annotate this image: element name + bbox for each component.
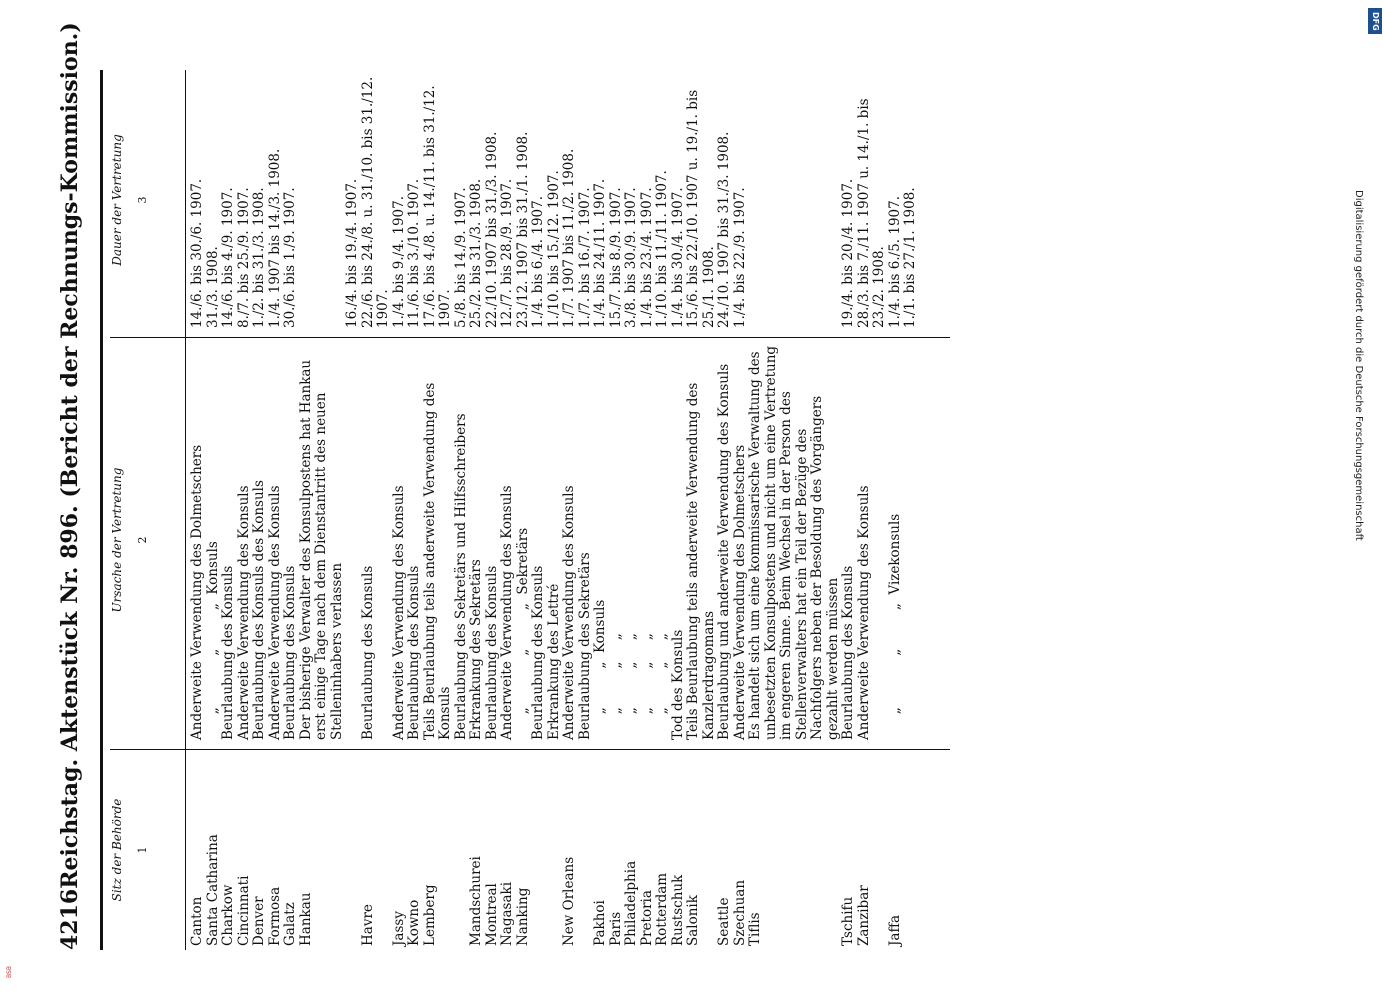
- column-number: 1: [136, 846, 149, 854]
- running-head: Reichstag. Aktenstück Nr. 896. (Bericht der Rechnungs-Kommission.): [57, 22, 83, 889]
- cause-cell: Beurlaubung und anderweite Verwendung des Konsuls: [716, 363, 732, 740]
- table-row: [190, 70, 206, 950]
- place-cell: Montreal: [483, 883, 500, 946]
- duration-cell: 23./12. 1907 bis 31./1. 1908.: [514, 131, 531, 328]
- place-cell: Kowno: [406, 899, 422, 946]
- cause-cell: Beurlaubung des Konsuls: [406, 565, 422, 740]
- place-cell: [578, 750, 594, 950]
- place-cell: Salonik: [685, 895, 701, 946]
- duration-cell: 15./6. bis 22./10. 1907 u. 19./1. bis 25./1. 1908.: [685, 85, 717, 328]
- table-row: [252, 70, 268, 950]
- cause-cell: Beurlaubung des Konsuls: [282, 565, 298, 740]
- table-row: [237, 70, 253, 950]
- table-row: [624, 70, 640, 950]
- duration-cell: 22./6. bis 24./8. u. 31./10. bis 31./12. 1907.: [359, 72, 391, 328]
- page-header: [50, 22, 90, 950]
- cause-cell: Beurlaubung des Konsuls: [530, 565, 546, 740]
- place-cell: Galatz: [282, 902, 298, 946]
- place-cell: [454, 750, 470, 950]
- duration-cell: 14./6. bis 30./6. 1907.: [189, 178, 205, 328]
- place-cell: Pakhoi: [592, 900, 608, 946]
- cause-cell: „ „ „ Sekretärs: [514, 527, 531, 740]
- duration-cell: 19./4. bis 20./4. 1907.: [840, 178, 856, 328]
- place-cell: Formosa: [266, 886, 283, 946]
- table-row: [485, 70, 501, 950]
- table-row: [888, 70, 904, 950]
- table-row: [733, 70, 749, 950]
- cause-cell: „ „ „ Konsuls: [204, 541, 221, 740]
- cause-cell: Anderweite Verwendung des Konsuls: [390, 485, 407, 740]
- column-header-rule: [185, 70, 186, 950]
- cause-cell: Es handelt sich um eine kommissarische Verwaltung des unbesetzten Konsulpostens und nicht um eine Vertretung im engeren Sinne. Beim Wechsel in der Person des Stellenverwalters hat ein Teil der Bezüge des Nachfolgers neben der Besoldung des Vorgängers gezahlt werden müssen: [747, 341, 841, 740]
- cause-cell: [345, 338, 361, 750]
- cause-cell: „ „ „: [607, 633, 624, 740]
- duration-cell: 1./2. bis 31./3. 1908.: [251, 187, 267, 328]
- duration-cell: 1./4. bis 24./11. 1907.: [592, 178, 608, 328]
- cause-cell: [903, 338, 919, 750]
- table-row: [531, 70, 547, 950]
- duration-cell: 25./2. bis 31./3. 1908.: [468, 178, 484, 328]
- table-row: [593, 70, 609, 950]
- table-row: [516, 70, 532, 950]
- table-row: [640, 70, 656, 950]
- table-row: [221, 70, 237, 950]
- duration-cell: 1./7. bis 16./7. 1907.: [576, 187, 593, 328]
- duration-cell: 1./4. bis 6./4. 1907.: [530, 195, 546, 328]
- place-cell: Canton: [189, 896, 205, 946]
- table-row: [857, 70, 888, 950]
- place-cell: Nagasaki: [499, 881, 515, 946]
- duration-cell: 1./4. bis 9./4. 1907.: [390, 195, 407, 328]
- cause-cell: Anderweite Verwendung des Konsuls: [266, 485, 283, 740]
- place-cell: Szechuan: [731, 879, 748, 946]
- cause-cell: Teils Beurlaubung teils anderweite Verwendung des Konsuls: [421, 378, 453, 740]
- header-rule: [100, 70, 103, 950]
- table-row: [500, 70, 516, 950]
- table-row: [686, 70, 717, 950]
- place-cell: Havre: [359, 904, 376, 946]
- place-cell: Paris: [607, 911, 624, 946]
- table-row: [454, 70, 470, 950]
- place-cell: Charkow: [220, 884, 236, 946]
- cause-cell: Beurlaubung des Sekretärs und Hilfsschreibers: [452, 413, 469, 740]
- duration-cell: 3./8. bis 30./9. 1907.: [623, 187, 639, 328]
- cause-cell: Anderweite Verwendung des Konsuls: [235, 485, 252, 740]
- duration-cell: 5./8. bis 14./9. 1907.: [452, 187, 469, 328]
- document-page: [50, 22, 950, 950]
- cause-cell: Beurlaubung des Sekretärs: [576, 552, 593, 740]
- cause-cell: Teils Beurlaubung teils anderweite Verwendung des Kanzlerdragomans: [685, 378, 717, 740]
- duration-cell: 1./4. 1907 bis 14./3. 1908.: [266, 148, 283, 328]
- column-header-label: Sitz der Behörde: [110, 798, 124, 902]
- cause-cell: Beurlaubung des Konsuls: [220, 565, 236, 740]
- cause-cell: Beurlaubung des Konsuls des Konsuls: [251, 480, 267, 740]
- table-row: [547, 70, 563, 950]
- cause-cell: Der bisherige Verwalter des Konsulpostens hat Hankau erst einige Tage nach dem Dienstantritt des neuen Stelleninhabers verlassen: [297, 355, 345, 740]
- table-row: [361, 70, 392, 950]
- duration-cell: 1./4. bis 6./5. 1907.: [886, 195, 903, 328]
- table-row: [562, 70, 578, 950]
- cause-cell: „ „ „: [654, 633, 670, 740]
- place-cell: Philadelphia: [623, 860, 639, 946]
- duration-cell: 11./6. bis 3./10. 1907.: [406, 178, 422, 328]
- cause-cell: Beurlaubung des Konsuls: [359, 565, 376, 740]
- duration-cell: 30./6. bis 1./9. 1907.: [282, 187, 298, 328]
- place-cell: Cincinnati: [235, 875, 252, 946]
- library-mark: BSB: [6, 966, 13, 978]
- place-cell: Pretoria: [638, 890, 655, 946]
- cause-cell: Erkrankung des Sekretärs: [468, 559, 484, 740]
- place-cell: [345, 750, 361, 950]
- duration-cell: 1./10. bis 11./11. 1907.: [654, 170, 670, 328]
- duration-cell: 1./4. bis 22./9. 1907.: [731, 187, 748, 328]
- table-row: [345, 70, 361, 950]
- duration-cell: 17./6. bis 4./8. u. 14./11. bis 31./12. 1907.: [421, 81, 453, 328]
- column-header-label: Dauer der Vertretung: [110, 134, 124, 266]
- place-cell: [547, 750, 563, 950]
- table-row: [423, 70, 454, 950]
- duration-cell: 22./10. 1907 bis 31./3. 1908.: [483, 131, 500, 328]
- table-row: [283, 70, 299, 950]
- table-row: [748, 70, 841, 950]
- duration-cell: [748, 70, 841, 338]
- cause-cell: „ „ „ Vizekonsuls: [886, 513, 903, 740]
- cause-cell: Anderweite Verwendung des Konsuls: [561, 485, 577, 740]
- duration-cell: 16./4. bis 19./4. 1907.: [344, 178, 360, 328]
- table-row: [717, 70, 733, 950]
- place-cell: Jaffa: [886, 914, 903, 946]
- place-cell: [531, 750, 547, 950]
- place-cell: Zanzibar: [855, 885, 872, 946]
- column-header-cause: [110, 340, 180, 740]
- duration-cell: 14./6. bis 4./9. 1907.: [220, 187, 236, 328]
- duration-cell: 1./4. bis 30./4. 1907.: [669, 187, 686, 328]
- column-header-duration: [110, 70, 180, 330]
- duration-cell: 1./4. bis 23./4. 1907.: [638, 187, 655, 328]
- place-cell: Nanking: [514, 887, 531, 946]
- place-cell: Jassy: [390, 911, 407, 946]
- cause-cell: Tod des Konsuls: [669, 629, 686, 740]
- table-row: [392, 70, 408, 950]
- cause-cell: Anderweite Verwendung des Dolmetschers: [731, 444, 748, 740]
- place-cell: Denver: [251, 896, 267, 946]
- cause-cell: Beurlaubung des Konsuls: [840, 565, 856, 740]
- cause-cell: Anderweite Verwendung des Konsuls: [855, 485, 872, 740]
- table-row: [655, 70, 671, 950]
- table-body: [190, 70, 919, 950]
- table-row: [206, 70, 222, 950]
- column-header-place: [110, 750, 180, 950]
- duration-cell: 31./3. 1908.: [204, 246, 221, 328]
- duration-cell: 1./1. bis 27./1. 1908.: [902, 187, 918, 328]
- place-cell: Rotterdam: [654, 872, 670, 946]
- cause-cell: Erkrankung des Lettré: [545, 583, 562, 740]
- place-cell: Lemberg: [421, 884, 438, 946]
- table-row: [609, 70, 625, 950]
- table-row: [469, 70, 485, 950]
- cause-cell: „ „ „: [638, 633, 655, 740]
- place-cell: Hankau: [297, 892, 314, 946]
- duration-cell: 12./7. bis 28./9. 1907.: [499, 178, 515, 328]
- duration-cell: 8./7. bis 25./9. 1907.: [235, 187, 252, 328]
- duration-cell: 1./7. 1907 bis 11./2. 1908.: [561, 148, 577, 328]
- place-cell: New Orleans: [561, 856, 577, 946]
- table-row: [578, 70, 594, 950]
- duration-cell: 24./10. 1907 bis 31./3. 1908.: [716, 131, 732, 328]
- place-cell: Mandschurei: [468, 856, 484, 946]
- place-cell: Rustschuk: [669, 874, 686, 946]
- duration-cell: 1./10. bis 15./12. 1907.: [545, 170, 562, 328]
- table-row: [903, 70, 919, 950]
- table-row: [671, 70, 687, 950]
- digitization-credit: Digitalisierung gefördert durch die Deutsche Forschungsgemeinschaft: [1353, 190, 1364, 541]
- cause-cell: Anderweite Verwendung des Konsuls: [499, 485, 515, 740]
- duration-cell: 15./7. bis 8./9. 1907.: [607, 187, 624, 328]
- cause-cell: „ „ „: [623, 633, 639, 740]
- table-row: [268, 70, 284, 950]
- cause-cell: „ „ Konsuls: [592, 599, 608, 740]
- place-cell: [903, 750, 919, 950]
- page-number: 4216: [57, 888, 83, 950]
- table-row: [299, 70, 346, 950]
- table-row: [841, 70, 857, 950]
- column-number: 2: [136, 536, 149, 544]
- duration-cell: 28./3. bis 7./11. 1907 u. 14./1. bis 23./2. 1908.: [855, 94, 887, 328]
- place-cell: Tiflis: [747, 912, 763, 946]
- cause-cell: Beurlaubung des Konsuls: [483, 565, 500, 740]
- place-cell: Tschifu: [840, 896, 856, 946]
- dfg-logo: DFG: [1368, 8, 1382, 34]
- table-row: [407, 70, 423, 950]
- place-cell: Seattle: [716, 897, 732, 946]
- cause-cell: Anderweite Verwendung des Dolmetschers: [189, 444, 205, 740]
- place-cell: Santa Catharina: [204, 834, 221, 946]
- column-number: 3: [136, 196, 149, 204]
- duration-cell: [299, 70, 346, 338]
- column-header-label: Ursache der Vertretung: [110, 467, 124, 613]
